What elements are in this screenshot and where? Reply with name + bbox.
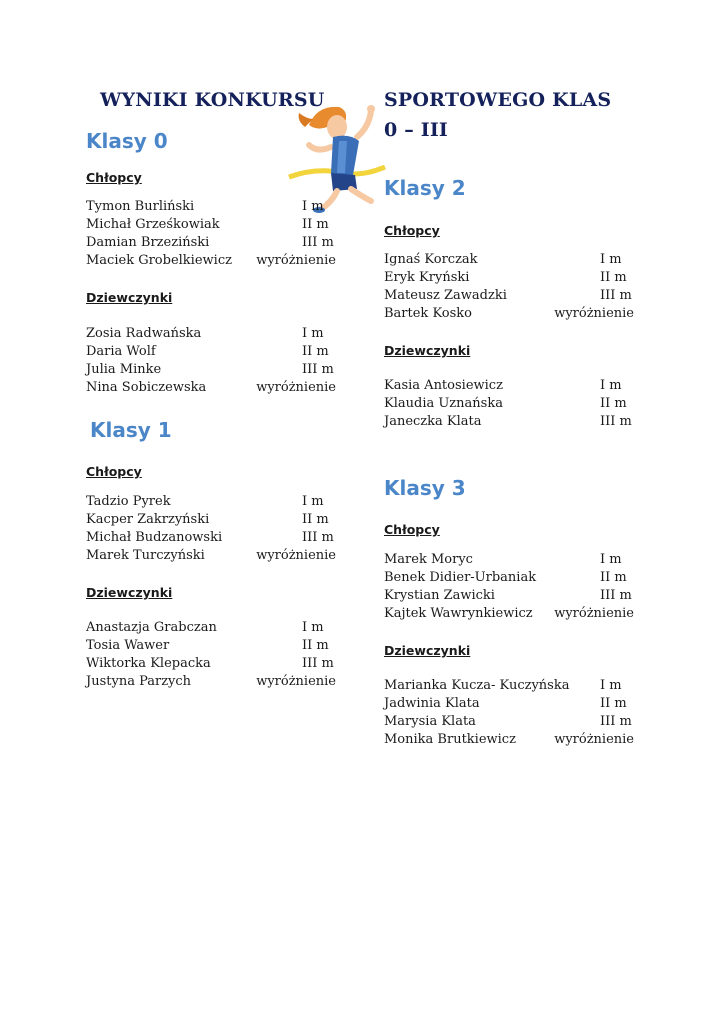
student-name: Julia Minke bbox=[86, 362, 162, 377]
result-row bbox=[384, 605, 636, 623]
place-value: wyróżnienie bbox=[554, 306, 634, 321]
place-value: I m bbox=[302, 620, 324, 635]
student-name: Janeczka Klata bbox=[384, 414, 482, 429]
student-name: Anastazja Grabczan bbox=[86, 620, 217, 635]
place-value: III m bbox=[302, 362, 334, 377]
result-row bbox=[86, 511, 338, 529]
place-value: II m bbox=[302, 512, 329, 527]
place-value: III m bbox=[600, 288, 632, 303]
place-value: II m bbox=[600, 570, 627, 585]
place-value: I m bbox=[600, 678, 622, 693]
result-row bbox=[384, 395, 636, 413]
result-row bbox=[384, 305, 636, 323]
result-row bbox=[384, 413, 636, 431]
result-row bbox=[86, 547, 338, 565]
result-row bbox=[384, 695, 636, 713]
result-row bbox=[384, 251, 636, 269]
student-name: Mateusz Zawadzki bbox=[384, 288, 507, 303]
student-name: Ignaś Korczak bbox=[384, 252, 478, 267]
group-label-girls: Dziewczynki bbox=[384, 643, 471, 658]
group-label-boys: Chłopcy bbox=[86, 170, 142, 185]
student-name: Jadwinia Klata bbox=[384, 696, 480, 711]
student-name: Justyna Parzych bbox=[86, 674, 192, 689]
place-value: wyróżnienie bbox=[256, 674, 336, 689]
student-name: Kajtek Wawrynkiewicz bbox=[384, 606, 533, 621]
student-name: Eryk Kryński bbox=[384, 270, 470, 285]
place-value: I m bbox=[302, 326, 324, 341]
student-name: Zosia Radwańska bbox=[86, 326, 202, 341]
page-title-left: WYNIKI KONKURSU bbox=[100, 89, 325, 111]
place-value: I m bbox=[302, 199, 324, 214]
place-value: III m bbox=[600, 414, 632, 429]
student-name: Bartek Kosko bbox=[384, 306, 473, 321]
student-name: Damian Brzeziński bbox=[86, 235, 210, 250]
student-name: Marianka Kucza- Kuczyńska bbox=[384, 678, 570, 693]
group-label-girls: Dziewczynki bbox=[86, 585, 173, 600]
result-row bbox=[384, 677, 636, 695]
group-label-boys: Chłopcy bbox=[384, 522, 440, 537]
student-name: Michał Budzanowski bbox=[86, 530, 223, 545]
result-row bbox=[384, 287, 636, 305]
student-name: Wiktorka Klepacka bbox=[86, 656, 211, 671]
result-row bbox=[384, 731, 636, 749]
result-row bbox=[384, 269, 636, 287]
group-label-girls: Dziewczynki bbox=[86, 290, 173, 305]
student-name: Michał Grześkowiak bbox=[86, 217, 220, 232]
result-row bbox=[86, 343, 338, 361]
place-value: II m bbox=[302, 217, 329, 232]
place-value: wyróżnienie bbox=[256, 380, 336, 395]
section-heading-klasy-0: Klasy 0 bbox=[86, 129, 168, 153]
student-name: Marek Turczyński bbox=[86, 548, 205, 563]
student-name: Krystian Zawicki bbox=[384, 588, 495, 603]
result-row bbox=[86, 619, 338, 637]
result-row bbox=[86, 637, 338, 655]
place-value: II m bbox=[302, 638, 329, 653]
student-name: Marek Moryc bbox=[384, 552, 473, 567]
result-row bbox=[86, 216, 338, 234]
place-value: III m bbox=[302, 656, 334, 671]
student-name: Tosia Wawer bbox=[86, 638, 170, 653]
result-row bbox=[86, 379, 338, 397]
result-row bbox=[384, 377, 636, 395]
student-name: Tymon Burliński bbox=[86, 199, 195, 214]
result-row bbox=[86, 252, 338, 270]
group-label-boys: Chłopcy bbox=[86, 464, 142, 479]
place-value: I m bbox=[600, 552, 622, 567]
result-row bbox=[86, 493, 338, 511]
place-value: wyróżnienie bbox=[554, 732, 634, 747]
student-name: Kacper Zakrzyński bbox=[86, 512, 210, 527]
student-name: Maciek Grobelkiewicz bbox=[86, 253, 232, 268]
place-value: II m bbox=[600, 396, 627, 411]
place-value: III m bbox=[302, 235, 334, 250]
result-row bbox=[86, 198, 338, 216]
student-name: Daria Wolf bbox=[86, 344, 156, 359]
place-value: II m bbox=[600, 696, 627, 711]
place-value: II m bbox=[600, 270, 627, 285]
result-row bbox=[86, 361, 338, 379]
place-value: I m bbox=[600, 252, 622, 267]
place-value: III m bbox=[600, 714, 632, 729]
page-title-right-line2: 0 – III bbox=[384, 119, 449, 141]
result-row bbox=[384, 569, 636, 587]
place-value: I m bbox=[302, 494, 324, 509]
result-row bbox=[86, 325, 338, 343]
student-name: Benek Didier-Urbaniak bbox=[384, 570, 537, 585]
place-value: I m bbox=[600, 378, 622, 393]
result-row bbox=[384, 551, 636, 569]
section-heading-klasy-1: Klasy 1 bbox=[90, 418, 172, 442]
section-heading-klasy-3: Klasy 3 bbox=[384, 476, 466, 500]
page-title-right: SPORTOWEGO KLAS bbox=[384, 89, 612, 111]
student-name: Klaudia Uznańska bbox=[384, 396, 503, 411]
result-row bbox=[86, 673, 338, 691]
result-row bbox=[86, 529, 338, 547]
group-label-boys: Chłopcy bbox=[384, 223, 440, 238]
place-value: wyróżnienie bbox=[256, 253, 336, 268]
student-name: Marysia Klata bbox=[384, 714, 476, 729]
student-name: Tadzio Pyrek bbox=[86, 494, 171, 509]
student-name: Kasia Antosiewicz bbox=[384, 378, 503, 393]
result-row bbox=[86, 655, 338, 673]
student-name: Nina Sobiczewska bbox=[86, 380, 207, 395]
student-name: Monika Brutkiewicz bbox=[384, 732, 516, 747]
place-value: wyróżnienie bbox=[256, 548, 336, 563]
group-label-girls: Dziewczynki bbox=[384, 343, 471, 358]
place-value: III m bbox=[302, 530, 334, 545]
section-heading-klasy-2: Klasy 2 bbox=[384, 176, 466, 200]
place-value: II m bbox=[302, 344, 329, 359]
place-value: III m bbox=[600, 588, 632, 603]
place-value: wyróżnienie bbox=[554, 606, 634, 621]
result-row bbox=[384, 587, 636, 605]
result-row bbox=[86, 234, 338, 252]
result-row bbox=[384, 713, 636, 731]
